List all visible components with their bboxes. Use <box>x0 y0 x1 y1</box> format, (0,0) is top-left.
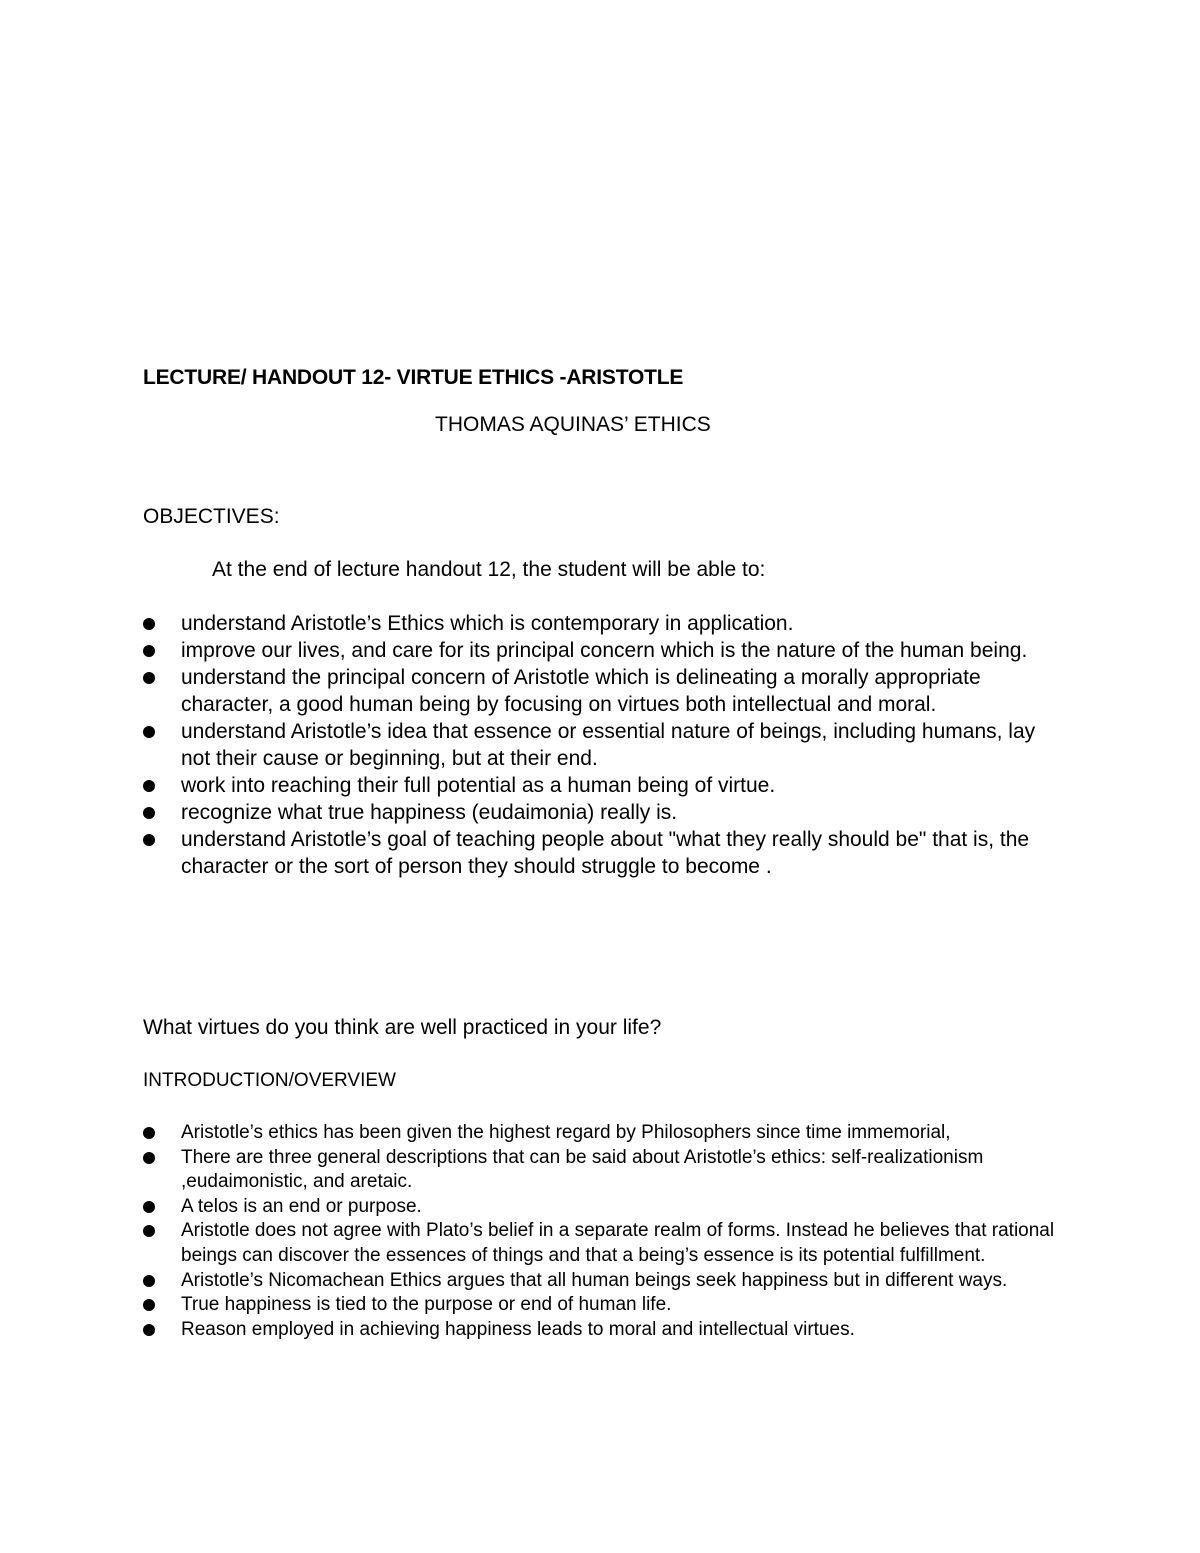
objective-item <box>0 826 1060 880</box>
introduction-text: Aristotle does not agree with Plato’s belief in a separate realm of forms. Instead he believes that rational beings can discover the essences of things and that a being’s essence is its potential fulfillment. <box>181 1220 1055 1266</box>
bullet-dot-icon <box>143 807 155 819</box>
bullet-dot-icon <box>143 726 155 738</box>
introduction-item <box>0 1318 1075 1343</box>
objective-item <box>0 772 1060 799</box>
introduction-text: Aristotle’s Nicomachean Ethics argues that all human beings seek happiness but in different ways. <box>181 1269 1008 1291</box>
objective-item <box>0 718 1060 772</box>
objective-text: understand the principal concern of Aristotle which is delineating a morally appropriate character, a good human being by focusing on virtues both intellectual and moral. <box>181 666 981 716</box>
introduction-item <box>0 1121 1075 1146</box>
objective-item <box>0 799 1060 826</box>
introduction-item <box>0 1269 1075 1294</box>
objectives-list <box>0 610 1060 880</box>
introduction-text: A telos is an end or purpose. <box>181 1195 422 1217</box>
objectives-heading: OBJECTIVES: <box>143 505 280 528</box>
bullet-dot-icon <box>143 1275 155 1287</box>
document-subtitle: THOMAS AQUINAS’ ETHICS <box>435 413 711 436</box>
introduction-text: True happiness is tied to the purpose or end of human life. <box>181 1294 672 1316</box>
introduction-text: Reason employed in achieving happiness leads to moral and intellectual virtues. <box>181 1318 855 1340</box>
bullet-dot-icon <box>143 1225 155 1237</box>
objective-text: understand Aristotle’s idea that essence or essential nature of beings, including humans, lay not their cause or beginning, but at their end. <box>181 720 1036 770</box>
bullet-dot-icon <box>143 1152 155 1164</box>
bullet-dot-icon <box>143 1324 155 1336</box>
objectives-intro: At the end of lecture handout 12, the student will be able to: <box>212 558 766 581</box>
bullet-dot-icon <box>143 672 155 684</box>
objective-item <box>0 610 1060 637</box>
objective-item <box>0 637 1060 664</box>
objective-text: recognize what true happiness (eudaimonia) really is. <box>181 801 678 824</box>
bullet-dot-icon <box>143 1299 155 1311</box>
objective-item <box>0 664 1060 718</box>
introduction-text: There are three general descriptions that can be said about Aristotle’s ethics: self-realizationism ,eudaimonistic, and aretaic. <box>181 1146 984 1193</box>
reflection-question: What virtues do you think are well practiced in your life? <box>143 1016 662 1039</box>
introduction-list <box>0 1121 1075 1342</box>
objective-text: improve our lives, and care for its principal concern which is the nature of the human being. <box>181 639 1028 662</box>
introduction-item <box>0 1293 1075 1318</box>
bullet-dot-icon <box>143 834 155 846</box>
bullet-dot-icon <box>143 645 155 657</box>
bullet-dot-icon <box>143 1127 155 1139</box>
introduction-item <box>0 1219 1075 1268</box>
bullet-dot-icon <box>143 780 155 792</box>
introduction-item <box>0 1195 1075 1220</box>
objective-text: work into reaching their full potential as a human being of virtue. <box>181 774 776 797</box>
introduction-heading: INTRODUCTION/OVERVIEW <box>143 1070 396 1091</box>
objective-text: understand Aristotle’s Ethics which is contemporary in application. <box>181 612 794 635</box>
introduction-text: Aristotle’s ethics has been given the highest regard by Philosophers since time immemorial, <box>181 1122 951 1143</box>
objective-text: understand Aristotle’s goal of teaching people about "what they really should be" that is, the character or the sort of person they should struggle to become . <box>181 828 1030 878</box>
document-title: LECTURE/ HANDOUT 12- VIRTUE ETHICS -ARISTOTLE <box>143 366 684 389</box>
introduction-item <box>0 1146 1075 1195</box>
bullet-dot-icon <box>143 618 155 630</box>
bullet-dot-icon <box>143 1201 155 1213</box>
